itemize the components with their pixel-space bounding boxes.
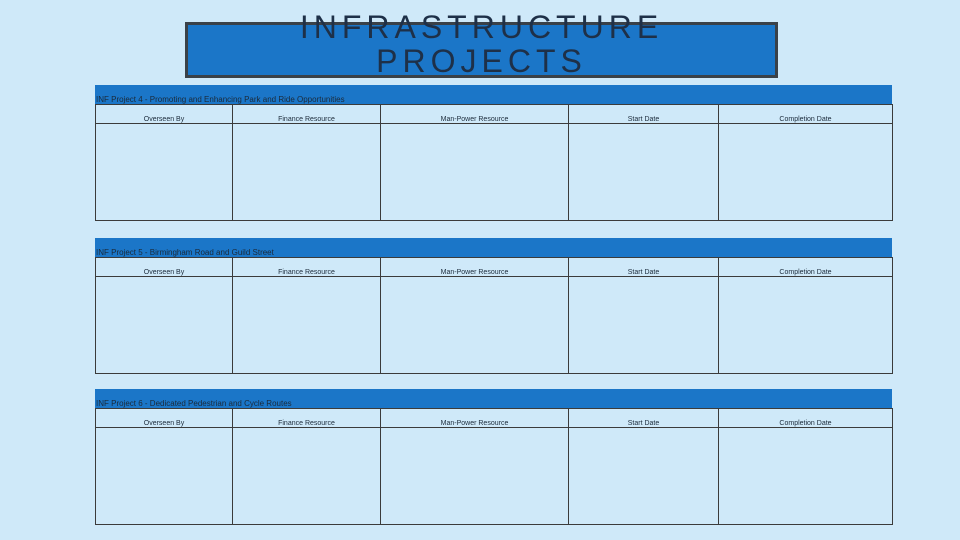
column-header-man-power-resource: Man-Power Resource (381, 409, 569, 428)
cell-start-date[interactable] (569, 124, 719, 221)
table-header-row (96, 105, 893, 124)
table-row (96, 124, 893, 221)
column-header-finance-resource: Finance Resource (233, 105, 381, 124)
column-header-completion-date: Completion Date (719, 105, 893, 124)
column-header-completion-date: Completion Date (719, 409, 893, 428)
cell-finance-resource[interactable] (233, 277, 381, 374)
project-title: INF Project 6 - Dedicated Pedestrian and Cycle Routes (96, 399, 292, 408)
cell-completion-date[interactable] (719, 277, 893, 374)
table-header-row (96, 409, 893, 428)
project-header (95, 238, 892, 257)
column-header-finance-resource: Finance Resource (233, 409, 381, 428)
column-header-man-power-resource: Man-Power Resource (381, 258, 569, 277)
cell-finance-resource[interactable] (233, 428, 381, 525)
project-section (95, 85, 892, 221)
column-header-start-date: Start Date (569, 409, 719, 428)
column-header-start-date: Start Date (569, 258, 719, 277)
column-header-start-date: Start Date (569, 105, 719, 124)
cell-man-power-resource[interactable] (381, 277, 569, 374)
column-header-overseen-by: Overseen By (96, 409, 233, 428)
cell-finance-resource[interactable] (233, 124, 381, 221)
cell-start-date[interactable] (569, 428, 719, 525)
table-row (96, 428, 893, 525)
column-header-finance-resource: Finance Resource (233, 258, 381, 277)
column-header-man-power-resource: Man-Power Resource (381, 105, 569, 124)
cell-overseen-by[interactable] (96, 277, 233, 374)
project-title: INF Project 5 - Birmingham Road and Guild Street (96, 248, 274, 257)
project-section (95, 389, 892, 525)
project-table (95, 408, 893, 525)
column-header-completion-date: Completion Date (719, 258, 893, 277)
project-title: INF Project 4 - Promoting and Enhancing Park and Ride Opportunities (96, 95, 345, 104)
project-section (95, 238, 892, 374)
cell-overseen-by[interactable] (96, 428, 233, 525)
cell-completion-date[interactable] (719, 428, 893, 525)
cell-man-power-resource[interactable] (381, 428, 569, 525)
column-header-overseen-by: Overseen By (96, 258, 233, 277)
cell-completion-date[interactable] (719, 124, 893, 221)
cell-start-date[interactable] (569, 277, 719, 374)
cell-overseen-by[interactable] (96, 124, 233, 221)
cell-man-power-resource[interactable] (381, 124, 569, 221)
page-title: INFRASTRUCTURE PROJECTS (299, 9, 664, 79)
project-table (95, 257, 893, 374)
project-table (95, 104, 893, 221)
project-header (95, 85, 892, 104)
table-header-row (96, 258, 893, 277)
column-header-overseen-by: Overseen By (96, 105, 233, 124)
project-header (95, 389, 892, 408)
table-row (96, 277, 893, 374)
